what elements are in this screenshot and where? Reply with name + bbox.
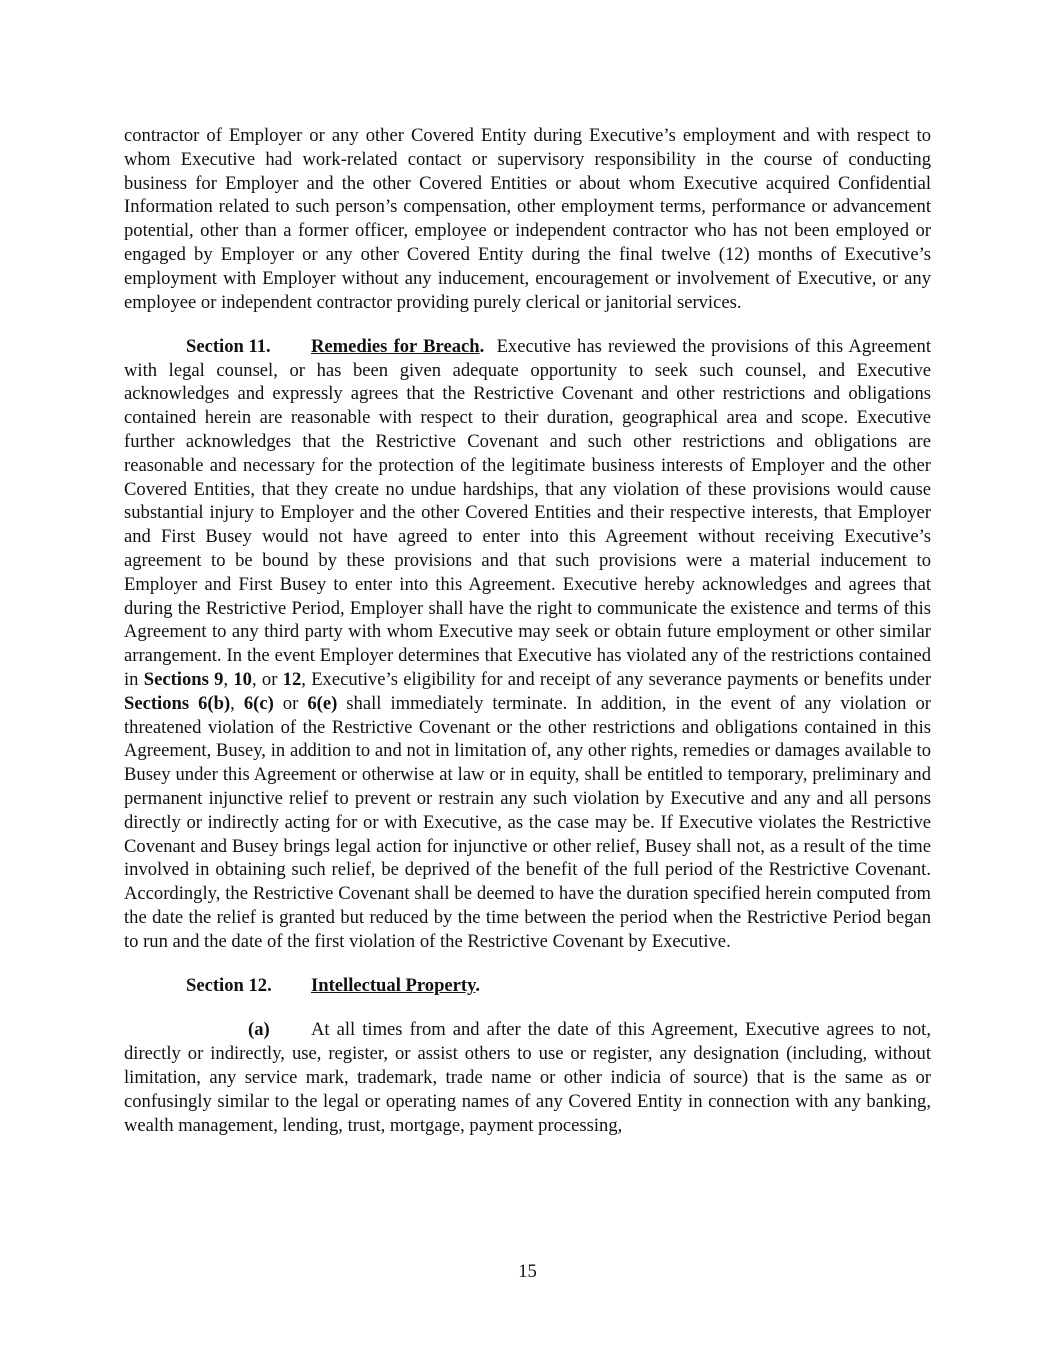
document-page — [124, 124, 931, 1137]
section-12a-paragraph — [124, 1018, 931, 1137]
section-12a-label: (a) — [248, 1019, 270, 1041]
section-ref-6c: 6(c) — [243, 692, 274, 714]
section-12-heading: Section 12. Intellectual Property. — [186, 975, 481, 997]
paragraph-continuation: contractor of Employer or any other Covered Entity during Executive’s employment and with respect to whom Executive had work-related contact or supervisory responsibility in the course of conducting business for Employer and the other Covered Entities or about whom Executive acquired Confidential Information related to such person’s compensation, other employment terms, performance or advancement potential, other than a former officer, employee or independent contractor who has not been employed or engaged by Employer or any other Covered Entity during the final twelve (12) months of Executive’s employment with Employer without any inducement, encouragement or involvement of Executive, or any employee or independent contractor providing purely clerical or janitorial services. — [124, 125, 931, 313]
section-11-text-c: shall immediately terminate. In addition, in the event of any violation or threatened violation of the Restrictive Covenant or the other restrictions and obligations contained in this Agreement, Busey, in addition to and not in limitation of, any other rights, remedies or damages available to Busey under this Agreement or otherwise at law or in equity, shall be entitled to temporary, preliminary and permanent injunctive relief to prevent or restrain any such violation by Executive and any and all persons directly or indirectly acting for or with Executive, as the case may be. If Executive violates the Restrictive Covenant and Busey brings legal action for injunctive or other relief, Busey shall not, as a result of the time involved in obtaining such relief, be deprived of the benefit of the full period of the Restrictive Covenant. Accordingly, the Restrictive Covenant shall be deemed to have the duration specified herein computed from the date the relief is granted but reduced by the time between the period when the Restrictive Period began to run and the date of the first violation of the Restrictive Covenant by Executive. — [124, 692, 932, 952]
section-ref-10: 10 — [233, 669, 252, 691]
section-ref-6e: 6(e) — [307, 692, 338, 714]
section-ref-12: 12 — [282, 669, 302, 691]
page-number: 15 — [518, 1261, 537, 1282]
section-12a-text: At all times from and after the date of this Agreement, Executive agrees to not, directly or indirectly, use, register, or assist others to use or register, any designation (including, without limitation, any service mark, trademark, trade name or other indicia of source) that is the same as or confusingly similar to the legal or operating names of any Covered Entity in connection with any banking, wealth management, lending, trust, mortgage, payment processing, — [124, 1019, 931, 1136]
section-11-text-a: Executive has reviewed the provisions of this Agreement with legal counsel, or has been given adequate opportunity to seek such counsel, and Executive acknowledges and expressly agrees that the Restrictive Covenant and other restrictions and obligations contained herein are reasonable with respect to their duration, geographical area and scope. Executive further acknowledges that the Restrictive Covenant and such other restrictions and obligations are reasonable and necessary for the protection of the legitimate business interests of Employer and the other Covered Entities, that they create no undue hardships, that any violation of these provisions would cause substantial injury to Employer and the other Covered Entities and their respective interests, that Employer and First Busey would not have agreed to enter into this Agreement without receiving Executive’s agreement to be bound by these provisions and that such provisions were a material inducement to Employer and First Busey to enter into this Agreement. Executive hereby acknowledges and agrees that during the Restrictive Period, Employer shall have the right to communicate the existence and terms of this Agreement to any third party with whom Executive may seek or obtain future employment or other similar arrangement. In the event Employer determines that Executive has violated any of the restrictions contained in — [124, 335, 931, 691]
section-12-title: Intellectual Property — [311, 975, 476, 997]
section-11-text-b: , Executive’s eligibility for and receipt of any severance payments or benefits under — [301, 669, 932, 691]
section-ref-9: Sections 9 — [143, 669, 224, 691]
section-12-number: Section 12. — [186, 975, 272, 997]
section-11-number: Section 11. — [186, 335, 271, 357]
section-11-paragraph: Section 11. Remedies for Breach. Executive has reviewed the provisions of this Agreement with legal counsel, or has been given adequate opportunity to seek such counsel, and Executive acknowledges and expressly agrees that the Restrictive Covenant and other restrictions and obligations contained herein are reasonable with respect to their duration, geographical area and scope. Executive further acknowledges that the Restrictive Covenant and such other restrictions and obligations are reasonable and necessary for the protection of the legitimate business interests of Employer and the other Covered Entities, that they create no undue hardships, that any violation of these provisions would cause substantial injury to Employer and the other Covered Entities and their respective interests, that Employer and First Busey would not have agreed to enter into this Agreement without receiving Executive’s agreement to be bound by these provisions and that such provisions were a material inducement to Employer and First Busey to enter into this Agreement. Executive hereby acknowledges and agrees that during the Restrictive Period, Employer shall have the right to communicate the existence and terms of this Agreement to any third party with whom Executive may seek or obtain future employment or other similar arrangement. In the event Employer determines that Executive has violated any of the restrictions contained in Sections 9, 10, or 12, Executive’s eligibility for and receipt of any severance payments or benefits under Sections 6(b), 6(c) or 6(e) shall immediately terminate. In addition, in the event of any violation or threatened violation of the Restrictive Covenant or the other restrictions and obligations contained in this Agreement, Busey, in addition to and not in limitation of, any other rights, remedies or damages available to Busey under this Agreement or otherwise at law or in equity, shall be entitled to temporary, preliminary and permanent injunctive relief to prevent or restrain any such violation by Executive and any and all persons directly or indirectly acting for or with Executive, as the case may be. If Executive violates the Restrictive Covenant and Busey brings legal action for injunctive or other relief, Busey shall not, as a result of the time involved in obtaining such relief, be deprived of the benefit of the full period of the Restrictive Covenant. Accordingly, the Restrictive Covenant shall be deemed to have the duration specified herein computed from the date the relief is granted but reduced by the time between the period when the Restrictive Period began to run and the date of the first violation of the Restrictive Covenant by Executive. — [124, 335, 932, 952]
section-ref-6b: Sections 6(b) — [124, 692, 231, 714]
section-11-title: Remedies for Breach — [311, 335, 480, 357]
